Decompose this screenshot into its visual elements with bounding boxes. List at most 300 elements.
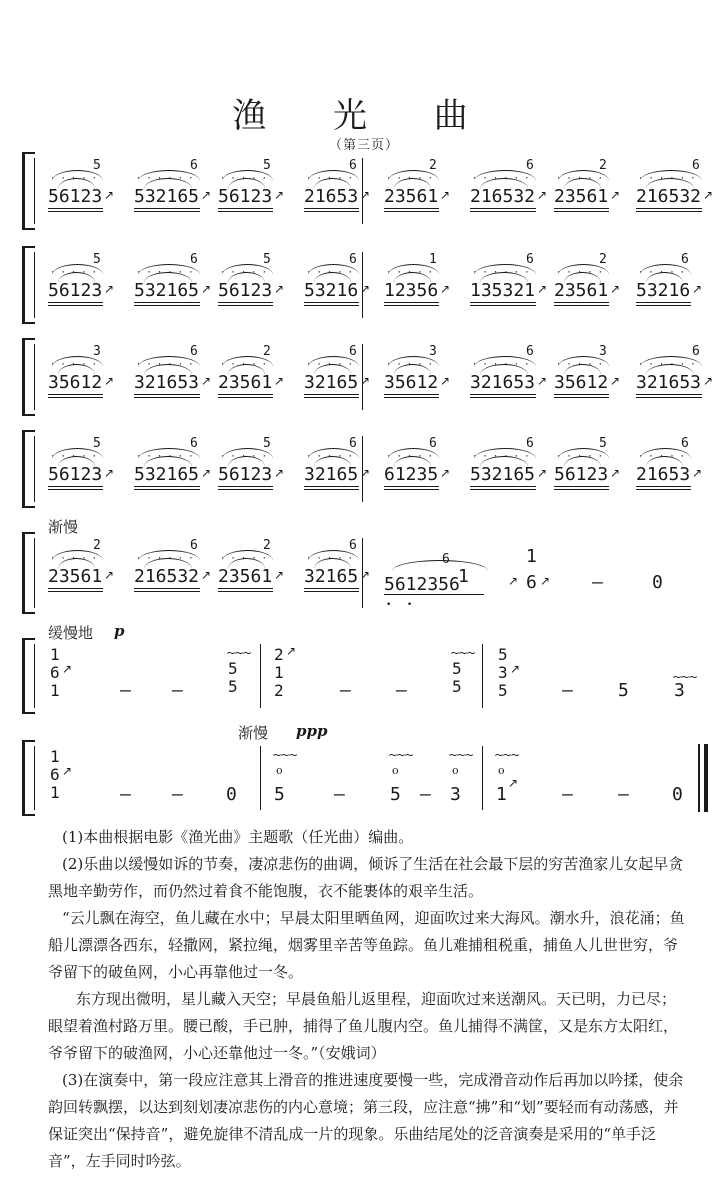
beam xyxy=(304,208,359,209)
grace-note: 3 xyxy=(93,344,101,359)
beam-double xyxy=(48,211,103,212)
slide-mark: ↗ xyxy=(508,776,519,790)
beam-double xyxy=(384,489,439,490)
grace-note: 6 xyxy=(190,344,198,359)
beam-double xyxy=(470,397,536,398)
barline xyxy=(482,644,483,708)
note-3: (3)在演奏中，第一段应注意其上滑音的推进速度要慢一些，完成滑音动作后再加以吟揉，使余韵回转飘摆，以达到刻划凄凉悲伤的内心意境；第三段，应注意“拂”和“划”要轻而有动荡感，并保证突出“保持音”，避免旋律不清乱成一片的现象。乐曲结尾处的泛音演奏是采用的“单手泛音”，左手同时吟弦。 xyxy=(48,1071,684,1170)
beam-double xyxy=(554,305,609,306)
beam-double xyxy=(304,305,359,306)
tremolo-mark: ~~~ xyxy=(494,748,519,762)
octave-dots-upper: ······ xyxy=(136,554,199,564)
slide-mark: ↗ xyxy=(360,374,371,388)
beam-double xyxy=(218,305,273,306)
note-sequence: 216532 xyxy=(636,186,702,207)
beam-double xyxy=(218,397,273,398)
note: 1 xyxy=(496,784,507,805)
beam xyxy=(48,588,103,589)
beam xyxy=(304,302,359,303)
slide-mark: ↗ xyxy=(360,188,371,202)
slide-mark: ↗ xyxy=(274,466,285,480)
note-group xyxy=(304,250,384,320)
system-bracket-line xyxy=(34,436,35,502)
note-sequence: 532165 xyxy=(134,464,200,485)
slide-mark: ↗ xyxy=(360,282,371,296)
score-system-4 xyxy=(22,430,708,508)
octave-dots-upper: ····· xyxy=(386,268,439,278)
beam xyxy=(134,588,200,589)
beam xyxy=(554,394,609,395)
slide-mark: ↗ xyxy=(104,568,115,582)
beam-double xyxy=(218,591,273,592)
octave-dots-upper: ······ xyxy=(136,174,199,184)
note-group xyxy=(636,250,716,320)
final-barline-thick xyxy=(704,744,708,812)
beam xyxy=(134,208,200,209)
grace-note: 6 xyxy=(190,158,198,173)
note-sequence: 23561 xyxy=(554,186,609,207)
note-sequence: 216532 xyxy=(134,566,200,587)
note-sequence: 23561 xyxy=(384,186,439,207)
note-group xyxy=(636,434,716,504)
note-1: (1)本曲根据电影《渔光曲》主题歌（任光曲）编曲。 xyxy=(62,828,414,846)
note-group xyxy=(48,156,128,226)
slide-mark: ↗ xyxy=(440,188,451,202)
slide-mark: ↗ xyxy=(537,374,548,388)
beam-double xyxy=(636,211,702,212)
slide-mark: ↗ xyxy=(440,466,451,480)
dash: – xyxy=(340,680,351,701)
beam xyxy=(636,302,691,303)
note-group xyxy=(554,250,634,320)
note-group xyxy=(218,536,298,606)
beam xyxy=(636,208,702,209)
note: 5 xyxy=(390,784,401,805)
octave-dots-upper: ····· xyxy=(638,452,691,462)
system-bracket-line xyxy=(34,644,35,708)
tremolo-mark: ~~~ xyxy=(272,748,297,762)
score-system-7 xyxy=(22,740,708,816)
tempo-marking-5: 渐慢 xyxy=(48,518,79,536)
beam-double xyxy=(470,305,536,306)
beam xyxy=(554,486,609,487)
chord-top: 1 xyxy=(50,645,60,664)
beam xyxy=(384,486,439,487)
beam-double xyxy=(554,211,609,212)
octave-dots-upper: ····· xyxy=(50,174,103,184)
note: 1 xyxy=(458,566,469,587)
double-stop xyxy=(452,660,462,696)
rest: 0 xyxy=(652,572,663,593)
note-group xyxy=(304,434,384,504)
chord-2 xyxy=(274,646,284,700)
octave-dots-upper: ······ xyxy=(136,360,199,370)
beam xyxy=(636,394,702,395)
stop-bottom: 5 xyxy=(452,677,462,696)
beam-double xyxy=(636,305,691,306)
note-sequence: 135321 xyxy=(470,280,536,301)
octave-dots-upper: ····· xyxy=(220,452,273,462)
beam-double xyxy=(48,397,103,398)
note-sequence: 23561 xyxy=(218,372,273,393)
beam-double xyxy=(134,489,200,490)
grace-note: 2 xyxy=(429,158,437,173)
octave-dots-upper: ····· xyxy=(50,452,103,462)
harmonic-mark: o xyxy=(276,764,283,777)
beam-double xyxy=(304,397,359,398)
dash: – xyxy=(562,680,573,701)
beam-double xyxy=(636,397,702,398)
slide-mark: ↗ xyxy=(201,466,212,480)
note-sequence: 35612 xyxy=(48,372,103,393)
grace-note: 6 xyxy=(681,436,689,451)
tremolo-mark: ~~~ xyxy=(388,748,413,762)
tempo-marking-6: 缓慢地 xyxy=(48,624,94,642)
slide-mark: ↗ xyxy=(692,466,703,480)
beam-double xyxy=(48,489,103,490)
slide-mark: ↗ xyxy=(537,282,548,296)
stop-top: 5 xyxy=(228,659,238,678)
note-sequence: 56123 xyxy=(218,280,273,301)
octave-dots-upper: ····· xyxy=(220,360,273,370)
grace-note: 3 xyxy=(429,344,437,359)
tempo-marking-7: 渐慢 xyxy=(238,724,269,742)
chord-mid: 6 xyxy=(50,765,60,784)
beam-double xyxy=(384,397,439,398)
grace-note: 6 xyxy=(681,252,689,267)
system-bracket-line xyxy=(34,344,35,410)
grace-note: 2 xyxy=(599,252,607,267)
dynamic-marking: ppp xyxy=(296,722,328,740)
beam xyxy=(218,486,273,487)
note-group xyxy=(48,434,128,504)
note-sequence: 32165 xyxy=(304,464,359,485)
slide-mark: ↗ xyxy=(201,282,212,296)
note-sequence: 23561 xyxy=(48,566,103,587)
dash: – xyxy=(396,680,407,701)
grace-note: 6 xyxy=(349,344,357,359)
rest: 0 xyxy=(226,784,237,805)
octave-dots-upper: ····· xyxy=(50,554,103,564)
grace-note: 5 xyxy=(93,252,101,267)
note-sequence: 321653 xyxy=(134,372,200,393)
grace-note: 6 xyxy=(349,538,357,553)
slide-mark: ↗ xyxy=(537,466,548,480)
grace-note: 6 xyxy=(349,252,357,267)
dash: – xyxy=(420,784,431,805)
beam-double xyxy=(554,489,609,490)
beam xyxy=(554,208,609,209)
grace-note: 6 xyxy=(190,252,198,267)
beam xyxy=(384,302,439,303)
grace-note: 6 xyxy=(349,158,357,173)
grace-note: 5 xyxy=(93,158,101,173)
note-sequence: 216532 xyxy=(470,186,536,207)
note-group xyxy=(304,156,384,226)
note-sequence: 32165 xyxy=(304,372,359,393)
slide-mark: ↗ xyxy=(610,466,621,480)
octave-dots-upper: ······ xyxy=(472,174,535,184)
note-sequence: 532165 xyxy=(134,280,200,301)
beam xyxy=(470,394,536,395)
score-system-3 xyxy=(22,338,714,416)
slide-mark: ↗ xyxy=(274,374,285,388)
note-group xyxy=(554,434,634,504)
lyrics-1: “云儿飘在海空，鱼儿藏在水中；早晨太阳里晒鱼网，迎面吹过来大海风。潮水升，浪花涌；鱼船儿漂漂各西东，轻撒网，紧拉绳，烟雾里辛苦等鱼踪。鱼儿难捕租税重，捕鱼人儿世世穷，爷爷留下的破鱼网，小心再靠他过一冬。 xyxy=(48,909,685,981)
grace-note: 2 xyxy=(599,158,607,173)
octave-dots-upper: ····· xyxy=(306,452,359,462)
octave-dots-upper: ····· xyxy=(306,268,359,278)
octave-dots-upper: ····· xyxy=(220,554,273,564)
grace-note: 6 xyxy=(692,344,700,359)
octave-dots-upper: ····· xyxy=(306,174,359,184)
octave-dots-upper: ······ xyxy=(136,452,199,462)
performance-notes xyxy=(48,824,688,1175)
system-bracket-line xyxy=(34,746,35,810)
note-sequence: 12356 xyxy=(384,280,439,301)
beam xyxy=(48,302,103,303)
system-bracket-line xyxy=(34,158,35,224)
beam xyxy=(554,302,609,303)
slide-mark: ↗ xyxy=(703,374,714,388)
harmonic-mark: o xyxy=(392,764,399,777)
beam xyxy=(384,594,484,595)
score-system-2 xyxy=(22,246,708,324)
grace-note: 1 xyxy=(429,252,437,267)
beam-double xyxy=(218,489,273,490)
octave-dots-upper: ····· xyxy=(638,268,691,278)
chord-bottom: 1 xyxy=(50,681,60,700)
tremolo-mark: ~~~ xyxy=(672,670,697,684)
octave-dots-upper: ····· xyxy=(556,360,609,370)
beam-double xyxy=(48,305,103,306)
note-group xyxy=(384,250,464,320)
stop-top: 5 xyxy=(452,659,462,678)
dash: – xyxy=(172,680,183,701)
slide-mark: ↗ xyxy=(62,764,73,778)
slide-mark: ↗ xyxy=(201,188,212,202)
note-group xyxy=(48,250,128,320)
octave-dots-upper: ······ xyxy=(638,360,701,370)
note-sequence: 35612 xyxy=(384,372,439,393)
note-sequence: 532165 xyxy=(470,464,536,485)
note-group xyxy=(384,342,464,412)
octave-dots-upper: ····· xyxy=(556,452,609,462)
grace-note: 6 xyxy=(442,552,450,567)
page-subtitle: （第三页） xyxy=(328,138,399,153)
slide-mark: ↗ xyxy=(692,282,703,296)
chord-1 xyxy=(50,748,60,802)
beam-double xyxy=(304,211,359,212)
slide-mark: ↗ xyxy=(510,662,521,676)
grace-note: 2 xyxy=(93,538,101,553)
beam xyxy=(134,302,200,303)
beam-double xyxy=(470,211,536,212)
note-group xyxy=(218,342,298,412)
chord-bottom: 1 xyxy=(50,783,60,802)
note-group xyxy=(218,434,298,504)
chord-mid: 1 xyxy=(274,663,284,682)
beam xyxy=(470,208,536,209)
note-sequence: 61235 xyxy=(384,464,439,485)
note-group xyxy=(48,342,128,412)
grace-note: 6 xyxy=(526,344,534,359)
grace-note: 5 xyxy=(599,436,607,451)
note-sequence: 321653 xyxy=(636,372,702,393)
beam-double xyxy=(384,211,439,212)
note-sequence: 56123 xyxy=(218,186,273,207)
note-group xyxy=(218,156,298,226)
chord-mid: 6 xyxy=(50,663,60,682)
note-sequence: 56123 xyxy=(218,464,273,485)
barline xyxy=(260,746,261,810)
slide-mark: ↗ xyxy=(274,568,285,582)
beam xyxy=(384,208,439,209)
tremolo-mark: ~~~ xyxy=(226,646,251,660)
system-bracket-line xyxy=(34,538,35,608)
beam-double xyxy=(384,305,439,306)
beam xyxy=(218,208,273,209)
note-sequence: 21653 xyxy=(304,186,359,207)
grace-note: 2 xyxy=(263,344,271,359)
octave-dots-upper: ······ xyxy=(472,452,535,462)
slide-mark: ↗ xyxy=(540,574,551,588)
grace-note: 5 xyxy=(263,158,271,173)
score-system-6 xyxy=(22,638,708,714)
octave-dots-upper: ····· xyxy=(50,268,103,278)
note-group xyxy=(48,536,128,606)
dynamic-marking: p xyxy=(114,622,125,640)
octave-dots-upper: ····· xyxy=(50,360,103,370)
note-upper: 1 xyxy=(526,546,537,567)
octave-dots-upper: ····· xyxy=(556,268,609,278)
chord-1 xyxy=(50,646,60,700)
slide-mark: ↗ xyxy=(274,282,285,296)
slide-mark: ↗ xyxy=(104,466,115,480)
beam xyxy=(218,588,273,589)
beam xyxy=(218,302,273,303)
beam-double xyxy=(134,591,200,592)
beam xyxy=(134,486,200,487)
slide-mark: ↗ xyxy=(508,574,519,588)
slide-mark: ↗ xyxy=(440,374,451,388)
octave-dots-upper: ····· xyxy=(306,554,359,564)
note-sequence: 532165 xyxy=(134,186,200,207)
note-group xyxy=(384,434,464,504)
dash: – xyxy=(120,784,131,805)
beam-double xyxy=(636,489,691,490)
chord-top: 2 xyxy=(274,645,284,664)
beam-double xyxy=(304,591,359,592)
note-group xyxy=(304,342,384,412)
slide-mark: ↗ xyxy=(201,568,212,582)
beam xyxy=(48,394,103,395)
note-sequence: 56123 xyxy=(48,280,103,301)
beam-double xyxy=(134,305,200,306)
slide-mark: ↗ xyxy=(610,188,621,202)
beam xyxy=(636,486,691,487)
grace-note: 6 xyxy=(526,436,534,451)
octave-dots-upper: ····· xyxy=(306,360,359,370)
note-sequence: 23561 xyxy=(218,566,273,587)
grace-note: 5 xyxy=(263,436,271,451)
grace-note: 6 xyxy=(526,158,534,173)
grace-note: 6 xyxy=(692,158,700,173)
grace-note: 5 xyxy=(93,436,101,451)
score-system-5 xyxy=(22,532,708,614)
note: 5 xyxy=(274,784,285,805)
chord-3 xyxy=(498,646,508,700)
note-sequence: 32165 xyxy=(304,566,359,587)
note-group xyxy=(304,536,384,606)
slide-mark: ↗ xyxy=(62,662,73,676)
dash: – xyxy=(120,680,131,701)
grace-note: 2 xyxy=(263,538,271,553)
beam xyxy=(134,394,200,395)
slide-mark: ↗ xyxy=(104,374,115,388)
note-group xyxy=(384,156,464,226)
dash: – xyxy=(562,784,573,805)
tremolo-mark: ~~~ xyxy=(450,646,475,660)
barline xyxy=(362,538,363,608)
dash: – xyxy=(592,572,603,593)
slide-mark: ↗ xyxy=(360,568,371,582)
beam xyxy=(304,394,359,395)
grace-note: 5 xyxy=(263,252,271,267)
octave-dots-upper: ······ xyxy=(136,268,199,278)
octave-dots-upper: ····· xyxy=(386,360,439,370)
beam xyxy=(48,486,103,487)
slide-mark: ↗ xyxy=(440,282,451,296)
beam xyxy=(304,486,359,487)
note-sequence: 56123 xyxy=(48,186,103,207)
chord-top: 1 xyxy=(50,747,60,766)
grace-note: 6 xyxy=(349,436,357,451)
tremolo-mark: ~~~ xyxy=(448,748,473,762)
grace-note: 3 xyxy=(599,344,607,359)
grace-note: 6 xyxy=(429,436,437,451)
note: 6 xyxy=(526,572,537,593)
note: 3 xyxy=(674,680,685,701)
score-system-1 xyxy=(22,152,714,230)
beam-double xyxy=(218,211,273,212)
chord-top: 5 xyxy=(498,645,508,664)
slide-mark: ↗ xyxy=(537,188,548,202)
beam xyxy=(470,486,536,487)
slide-mark: ↗ xyxy=(274,188,285,202)
note-sequence: 23561 xyxy=(554,280,609,301)
note-2: (2)乐曲以缓慢如诉的节奏，凄凉悲伤的曲调，倾诉了生活在社会最下层的穷苦渔家儿女起早贪黑地辛勤劳作，而仍然过着食不能饱腹，衣不能裹体的艰辛生活。 xyxy=(48,855,684,900)
note: 5 xyxy=(618,680,629,701)
chord-bottom: 2 xyxy=(274,681,284,700)
beam-double xyxy=(134,211,200,212)
dash: – xyxy=(618,784,629,805)
system-bracket-line xyxy=(34,252,35,318)
stop-bottom: 5 xyxy=(228,677,238,696)
lyrics-2: 东方现出微明，星儿藏入天空；早晨鱼船儿返里程，迎面吹过来送潮风。天已明，力已尽；眼望着渔村路万里。腰已酸，手已肿，捕得了鱼儿腹内空。鱼儿捕得不满筐，又是东方太阳红，爷爷留下的破渔网，小心还靠他过一冬。”（安娥词） xyxy=(48,990,679,1062)
beam xyxy=(218,394,273,395)
slide-mark: ↗ xyxy=(610,282,621,296)
dash: – xyxy=(334,784,345,805)
note-sequence: 321653 xyxy=(470,372,536,393)
grace-note: 6 xyxy=(190,538,198,553)
octave-dots-upper: ····· xyxy=(386,174,439,184)
octave-dots-upper: ······ xyxy=(638,174,701,184)
dash: – xyxy=(172,784,183,805)
note-group xyxy=(554,342,634,412)
slur xyxy=(392,560,488,571)
beam-double xyxy=(134,397,200,398)
